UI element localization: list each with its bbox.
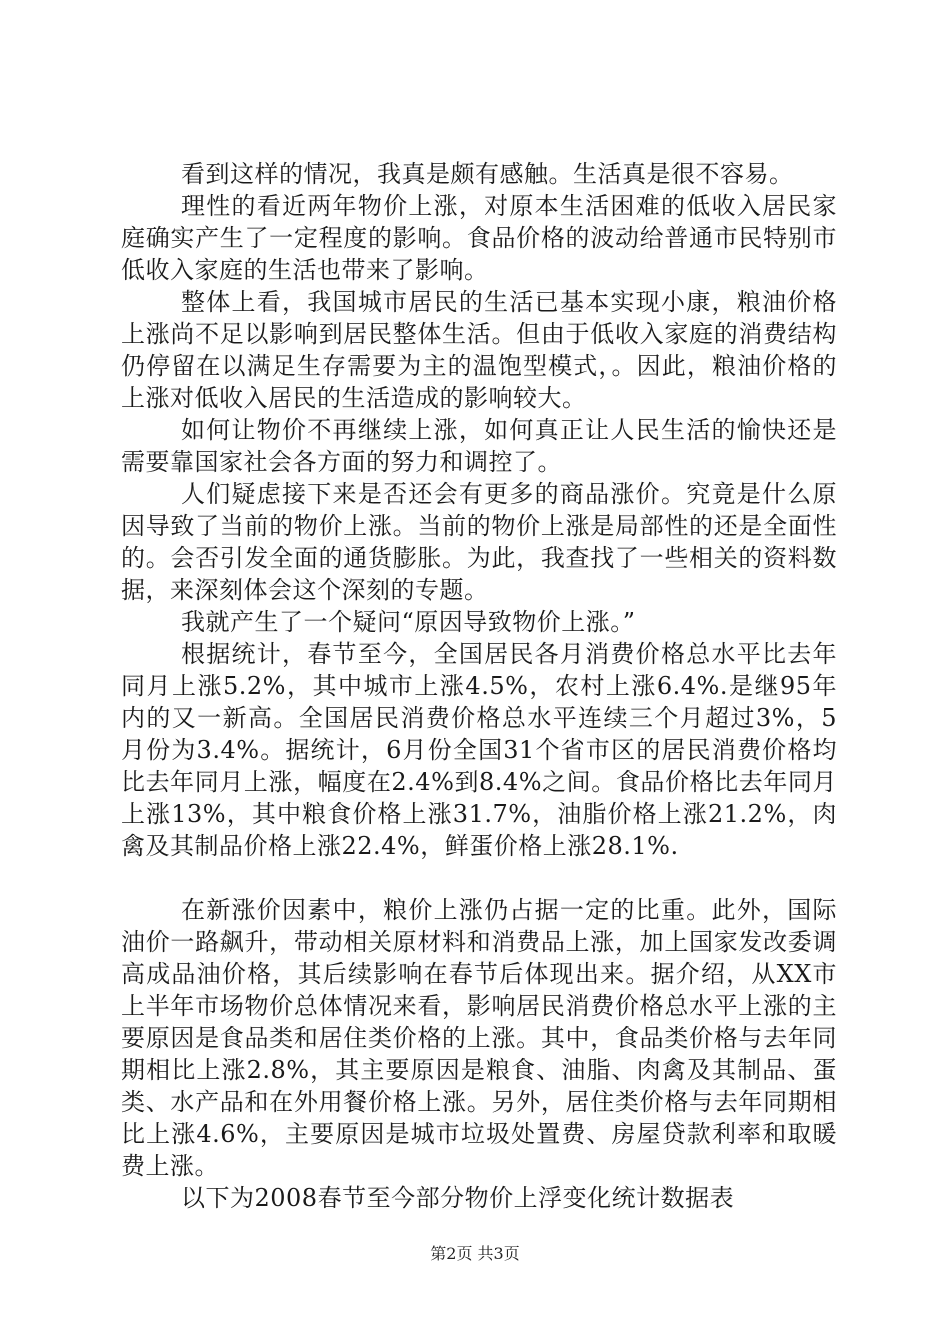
paragraph: 根据统计，春节至今，全国居民各月消费价格总水平比去年同月上涨5.2%，其中城市上涨4.5%，农村上涨6.4%.是继95年内的又一新高。全国居民消费价格总水平连续三个月超过3%，5月份为3.4%。据统计，6月份全国31个省市区的居民消费价格均比去年同月上涨，幅度在2.4%到8.4%之间。食品价格比去年同月上涨13%，其中粮食价格上涨31.7%，油脂价格上涨21.2%，肉禽及其制品价格上涨22.4%，鲜蛋价格上涨28.1%. [121,640,837,860]
paragraph: 理性的看近两年物价上涨，对原本生活困难的低收入居民家庭确实产生了一定程度的影响。食品价格的波动给普通市民特别市低收入家庭的生活也带来了影响。 [121,192,837,284]
document-body [121,158,837,1214]
paragraph: 整体上看，我国城市居民的生活已基本实现小康，粮油价格上涨尚不足以影响到居民整体生活。但由于低收入家庭的消费结构仍停留在以满足生存需要为主的温饱型模式，。因此，粮油价格的上涨对低收入居民的生活造成的影响较大。 [121,288,837,412]
paragraph: 如何让物价不再继续上涨，如何真正让人民生活的愉快还是需要靠国家社会各方面的努力和调控了。 [121,416,837,476]
paragraph: 人们疑虑接下来是否还会有更多的商品涨价。究竟是什么原因导致了当前的物价上涨。当前的物价上涨是局部性的还是全面性的。会否引发全面的通货膨胀。为此，我查找了一些相关的资料数据，来深刻体会这个深刻的专题。 [121,480,837,604]
paragraph: 在新涨价因素中，粮价上涨仍占据一定的比重。此外，国际油价一路飙升，带动相关原材料和消费品上涨，加上国家发改委调高成品油价格，其后续影响在春节后体现出来。据介绍，从XX市上半年市场物价总体情况来看，影响居民消费价格总水平上涨的主要原因是食品类和居住类价格的上涨。其中，食品类价格与去年同期相比上涨2.8%，其主要原因是粮食、油脂、肉禽及其制品、蛋类、水产品和在外用餐价格上涨。另外，居住类价格与去年同期相比上涨4.6%，主要原因是城市垃圾处置费、房屋贷款利率和取暖费上涨。 [121,896,837,1180]
paragraph: 看到这样的情况，我真是颇有感触。生活真是很不容易。 [181,160,794,188]
paragraph: 以下为2008春节至今部分物价上浮变化统计数据表 [181,1184,735,1212]
paragraph: 我就产生了一个疑问“原因导致物价上涨。” [181,608,636,636]
page-number-footer: 第2页 共3页 [430,1244,520,1263]
paragraph-gap [121,862,837,894]
